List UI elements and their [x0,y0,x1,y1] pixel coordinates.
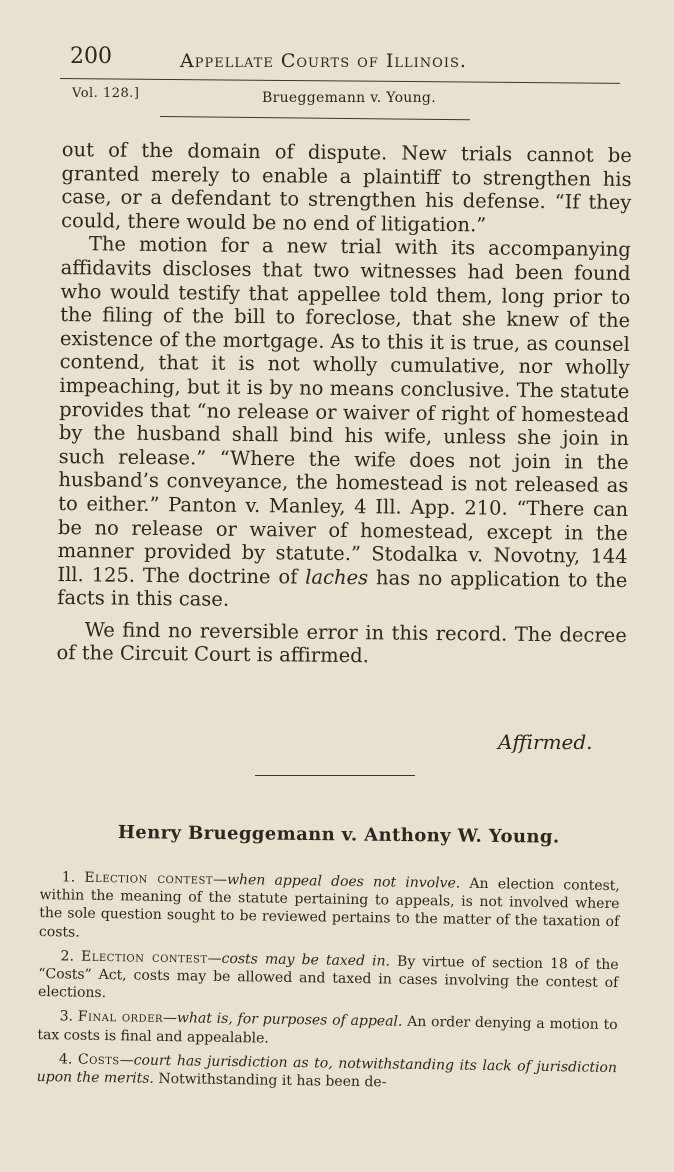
running-title: Appellate Courts of Illinois. [180,50,467,72]
paragraph-2: The motion for a new trial with its accompanying affidavits discloses that two witnesses had been found who would testify that appellee told them, long prior to the filing of the bill to foreclose, that she knew of the existence of the mortgage. As to this it is true, as counsel contend, that it is not wholly cumulative, nor wholly impeaching, but it is by no means conclusive. The statute provides that “no release or waiver of right of homestead by the husband shall bind his wife, unless she join in such release.” “Where the wife does not join in the husband’s conveyance, the homestead is not released as to either.” Panton v. Manley, 4 Ill. App. 210. “There can be no release or waiver of homestead, except in the manner provided by statute.” Stodalka v. Novotny, 144 Ill. 125. The doctrine of laches has no application to the facts in this case. [57,232,631,612]
volume-label: Vol. 128.] [72,86,140,101]
headnote-1: 1. Election contest—when appeal does not involve. An election contest, within the meaning of the statute pertaining to appeals, is not involved where the sole question sought to be reviewed pertains to the matter of the taxation of costs. [38,869,620,941]
headnote-3: 3. Final order—what is, for purposes of appeal. An order denying a motion to tax costs is final and appealable. [37,1008,618,1047]
subheader-rule [160,116,470,120]
headnote-4: 4. Costs—court has jurisdiction as to, notwithstanding its lack of jurisdiction upon the merits. Notwithstanding it has been de- [36,1051,618,1091]
case-title: Henry Brueggemann v. Anthony W. Young. [117,822,560,848]
headnote-2: 2. Election contest—costs may be taxed in. By virtue of section 18 of the “Costs” Act, costs may be allowed and taxed in cases involving the contest of elections. [37,948,619,1002]
paragraph-1: out of the domain of dispute. New trials cannot be granted merely to enable a plaintiff to strengthen his case, or a defendant to strengthen his defense. “If they could, there would be no end of litigation.” [61,138,632,237]
header-rule [60,78,620,84]
case-header: Brueggemann v. Young. [262,90,436,106]
section-divider [255,775,415,776]
laches-italic: laches [305,565,369,589]
affirmed-label: Affirmed. [498,730,593,754]
headnotes [36,868,619,1101]
opinion-text [56,138,631,671]
page-number: 200 [70,44,112,69]
paragraph-3: We find no reversible error in this record. The decree of the Circuit Court is affirmed. [56,618,627,668]
